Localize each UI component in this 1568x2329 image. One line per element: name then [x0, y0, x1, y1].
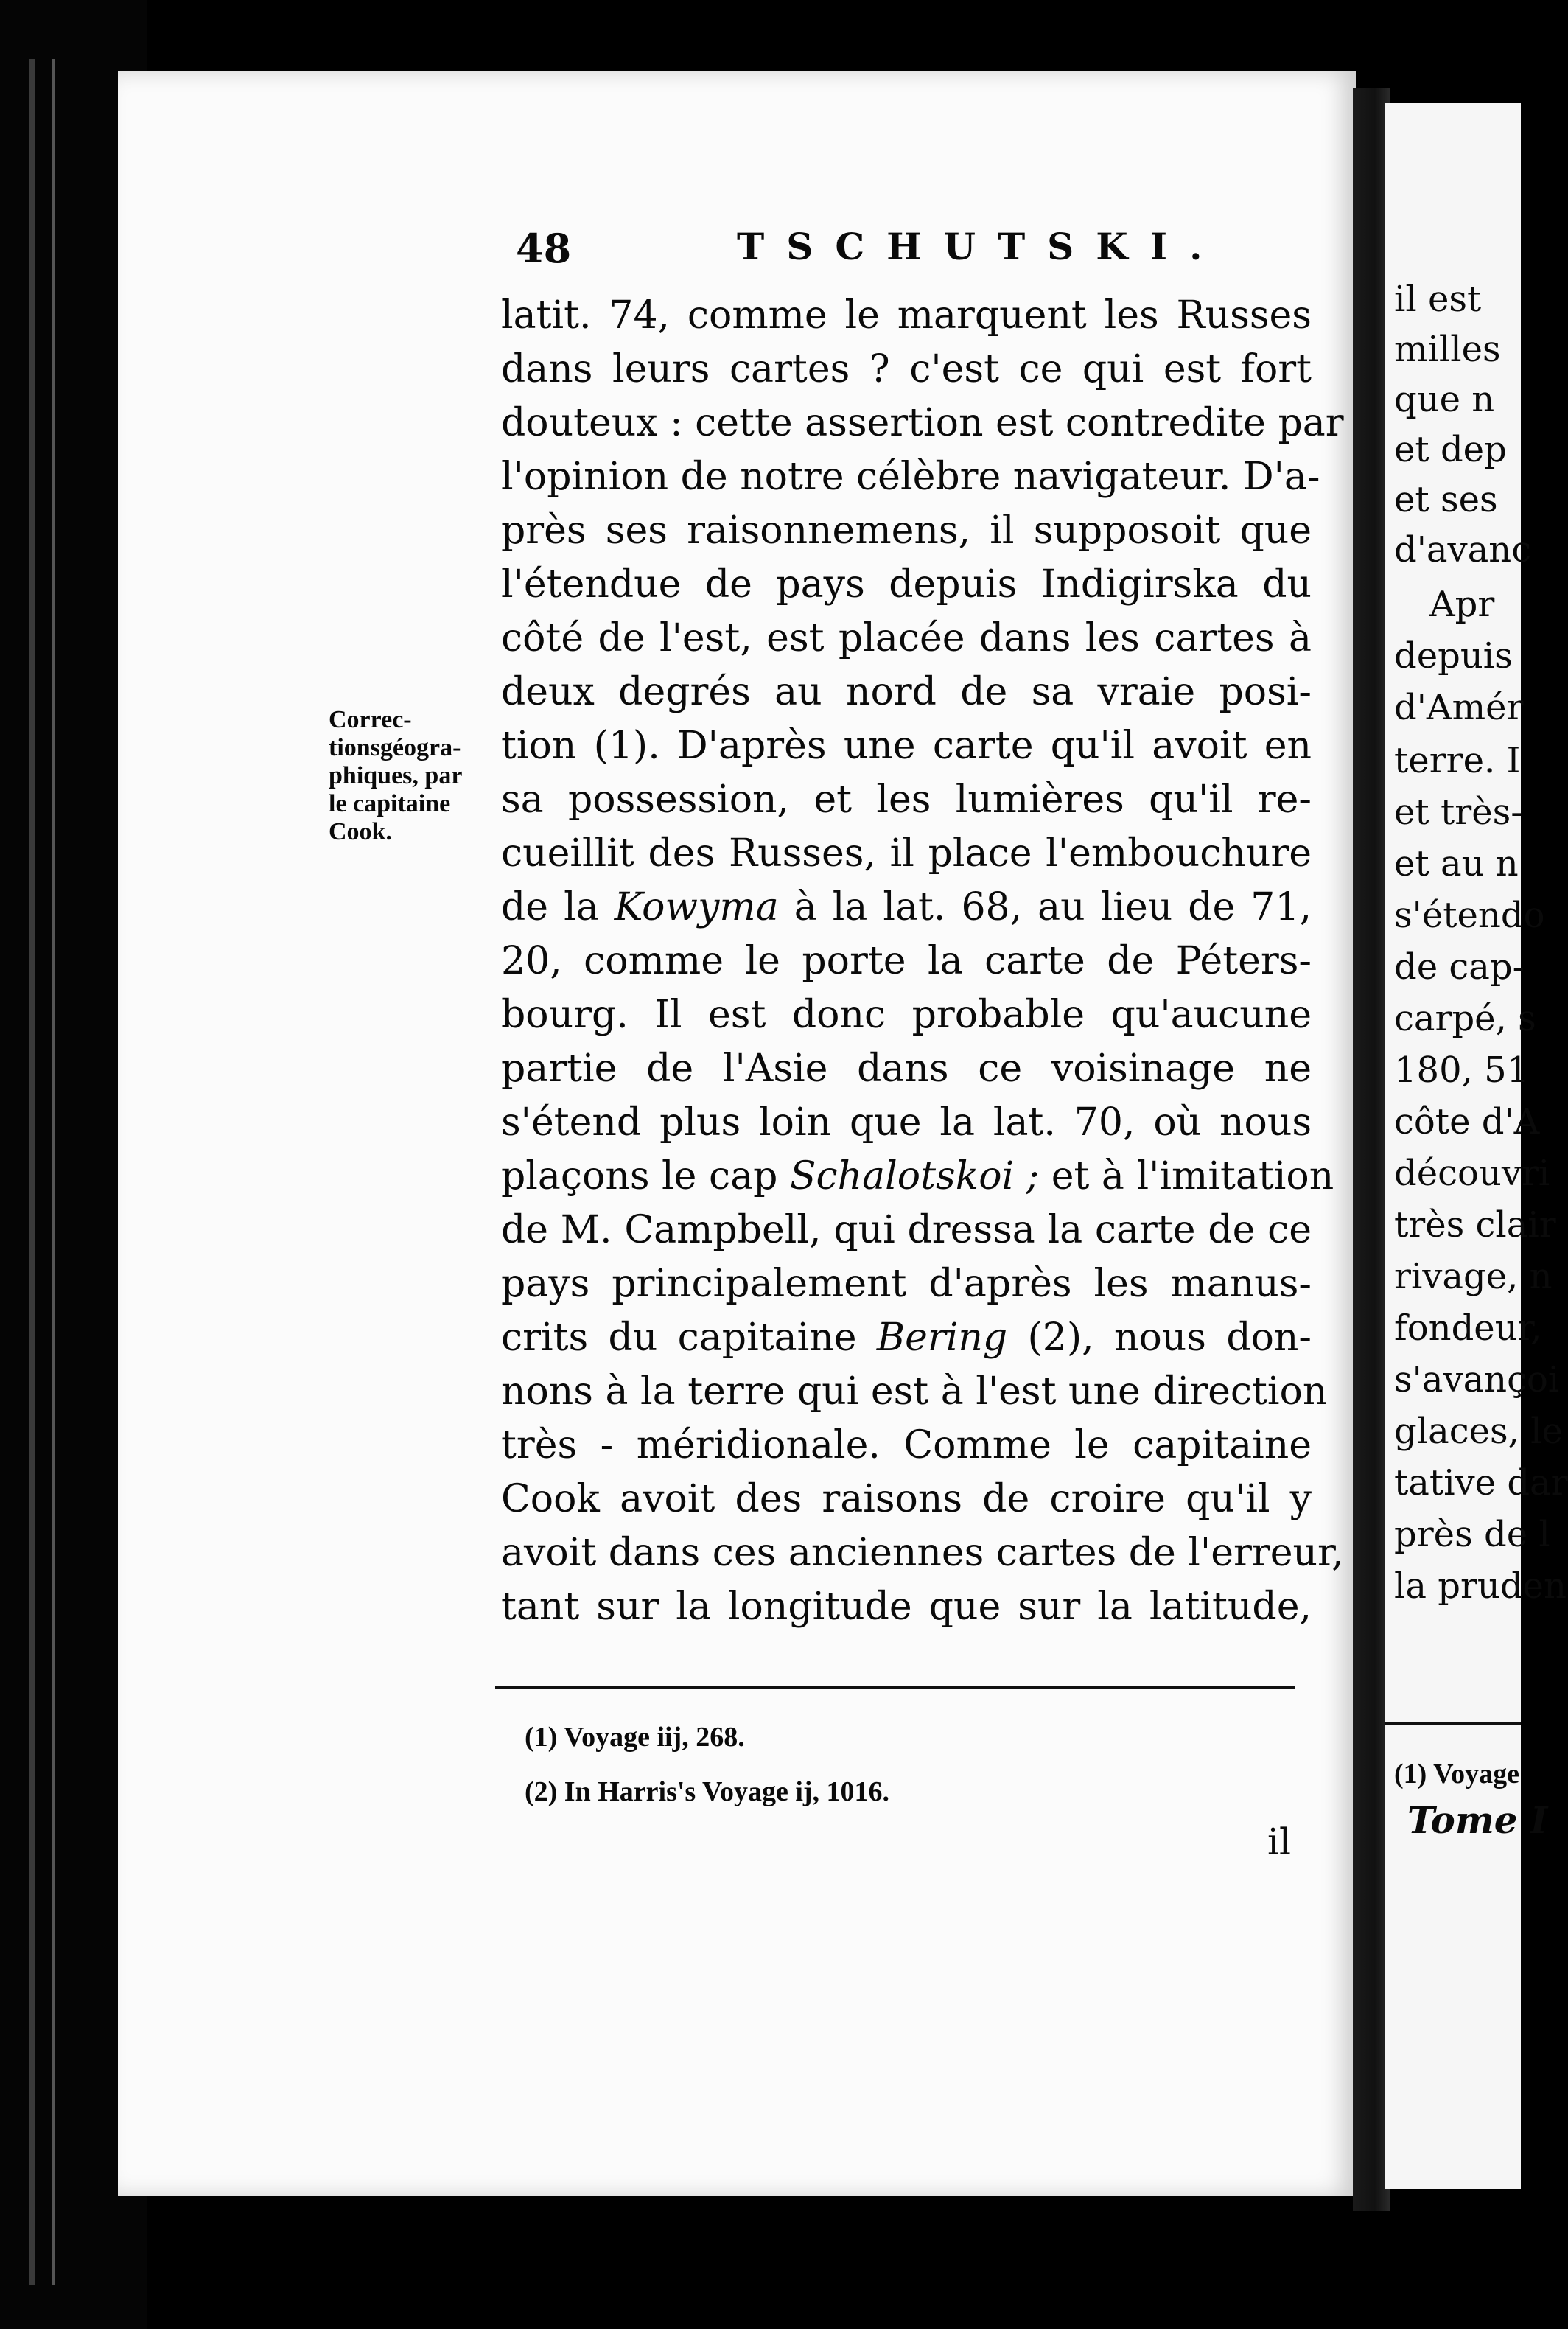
margin-note-line: le capitaine — [329, 790, 451, 817]
place-name-kowyma: Kowyma — [614, 885, 779, 929]
text-line: de M. Campbell, qui dressa la carte de ce — [501, 1208, 1312, 1252]
text-segment: de la — [501, 885, 615, 929]
next-page-line: glaces, le — [1394, 1411, 1563, 1452]
footnote: (1) Voyage iij, 268. — [525, 1722, 745, 1753]
body-text — [501, 289, 1344, 1634]
running-title: TSCHUTSKI. — [737, 225, 1225, 268]
next-page-line: d'Amér — [1394, 687, 1524, 728]
text-line: partie de l'Asie dans ce voisinage ne — [501, 1047, 1312, 1091]
next-page-line: s'avançoi — [1394, 1359, 1560, 1400]
footnotes — [525, 1710, 1291, 1819]
next-page-line: carpé, s — [1394, 998, 1536, 1039]
text-line: bourg. Il est donc probable qu'aucune — [501, 993, 1312, 1037]
next-page-line: et au n — [1394, 843, 1519, 884]
margin-note-line: tionsgéogra- — [329, 734, 461, 761]
text-segment: à la lat. 68, au lieu de 71, — [778, 885, 1312, 929]
text-line: tant sur la longitude que sur la latitude, — [501, 1585, 1312, 1629]
text-line: 20, comme le porte la carte de Péters- — [501, 939, 1312, 983]
edge-stripe — [52, 59, 55, 2285]
next-page-line: Apr — [1429, 584, 1495, 625]
next-page-footnote-rule — [1385, 1722, 1521, 1725]
next-page-line: s'étendo — [1394, 895, 1545, 936]
text-line: s'étend plus loin que la lat. 70, où nous — [501, 1100, 1312, 1145]
text-line: tion (1). D'après une carte qu'il avoit en — [501, 724, 1312, 768]
text-segment: crits du capitaine — [501, 1316, 877, 1360]
next-page-line: il est — [1394, 279, 1482, 320]
next-page-line: côte d'A — [1394, 1101, 1540, 1142]
person-name-bering: Bering — [876, 1316, 1008, 1360]
place-name-schalotskoi: Schalotskoi ; — [789, 1154, 1040, 1198]
text-line — [501, 1311, 1312, 1365]
text-line: dans leurs cartes ? c'est ce qui est fort — [501, 347, 1312, 391]
page-number: 48 — [516, 225, 572, 272]
text-line: l'étendue de pays depuis Indigirska du — [501, 562, 1312, 607]
next-page-fragment — [1385, 103, 1568, 2189]
text-line: l'opinion de notre célèbre navigateur. D'a- — [501, 455, 1320, 499]
next-page-line: tative dar — [1394, 1462, 1568, 1504]
next-page-line: que n — [1394, 379, 1495, 420]
text-line: près ses raisonnemens, il supposoit que — [501, 509, 1312, 553]
margin-note-line: Cook. — [329, 818, 392, 845]
next-page-footnote: (1) Voyage — [1394, 1759, 1519, 1789]
page-gutter — [1353, 88, 1390, 2211]
next-page-line: la pruden — [1394, 1565, 1567, 1607]
page-header — [516, 225, 1282, 284]
next-page-line: 180, 51 — [1394, 1050, 1530, 1091]
next-page-line: très clair — [1394, 1204, 1556, 1246]
text-line: nons à la terre qui est à l'est une direction — [501, 1369, 1328, 1414]
next-page-line: de cap- — [1394, 946, 1525, 988]
footnote-rule — [495, 1686, 1295, 1689]
text-segment: plaçons le cap — [501, 1154, 790, 1198]
next-page-line: et dep — [1394, 429, 1507, 470]
text-line: avoit dans ces anciennes cartes de l'erreur, — [501, 1531, 1344, 1575]
text-line: cueillit des Russes, il place l'embouchure — [501, 831, 1312, 876]
catchword: il — [1267, 1820, 1291, 1863]
footnote: (2) In Harris's Voyage ij, 1016. — [525, 1776, 890, 1807]
next-page-line: rivage, n — [1394, 1256, 1553, 1297]
text-segment: (2), nous don- — [1007, 1316, 1312, 1360]
next-page-signature: Tome I — [1407, 1798, 1548, 1842]
next-page-line: milles — [1394, 329, 1501, 370]
next-page-line: découvri — [1394, 1153, 1550, 1194]
margin-note — [329, 706, 498, 846]
edge-stripe — [29, 59, 35, 2285]
text-line: deux degrés au nord de sa vraie posi- — [501, 670, 1312, 714]
next-page-line: et ses — [1394, 479, 1498, 520]
next-page-line: d'avanc — [1394, 529, 1532, 570]
margin-note-line: phiques, par — [329, 762, 463, 789]
text-line: côté de l'est, est placée dans les cartes à — [501, 616, 1312, 660]
margin-note-line: Correc- — [329, 706, 412, 733]
text-line: pays principalement d'après les manus- — [501, 1262, 1312, 1306]
text-line: latit. 74, comme le marquent les Russes — [501, 293, 1312, 338]
next-page-line: terre. I — [1394, 740, 1521, 781]
text-line: sa possession, et les lumières qu'il re- — [501, 778, 1312, 822]
next-page-line: fondeur, — [1394, 1307, 1542, 1349]
text-line — [501, 881, 1312, 935]
text-line: très - méridionale. Comme le capitaine — [501, 1423, 1312, 1467]
text-segment: et à l'imitation — [1039, 1154, 1334, 1198]
next-page-line: et très- — [1394, 792, 1523, 833]
text-line: Cook avoit des raisons de croire qu'il y — [501, 1477, 1312, 1521]
next-page-line: près de l — [1394, 1514, 1550, 1555]
next-page-line: depuis — [1394, 635, 1513, 677]
text-line — [501, 1150, 1334, 1204]
text-line: douteux : cette assertion est contredite par — [501, 401, 1344, 445]
